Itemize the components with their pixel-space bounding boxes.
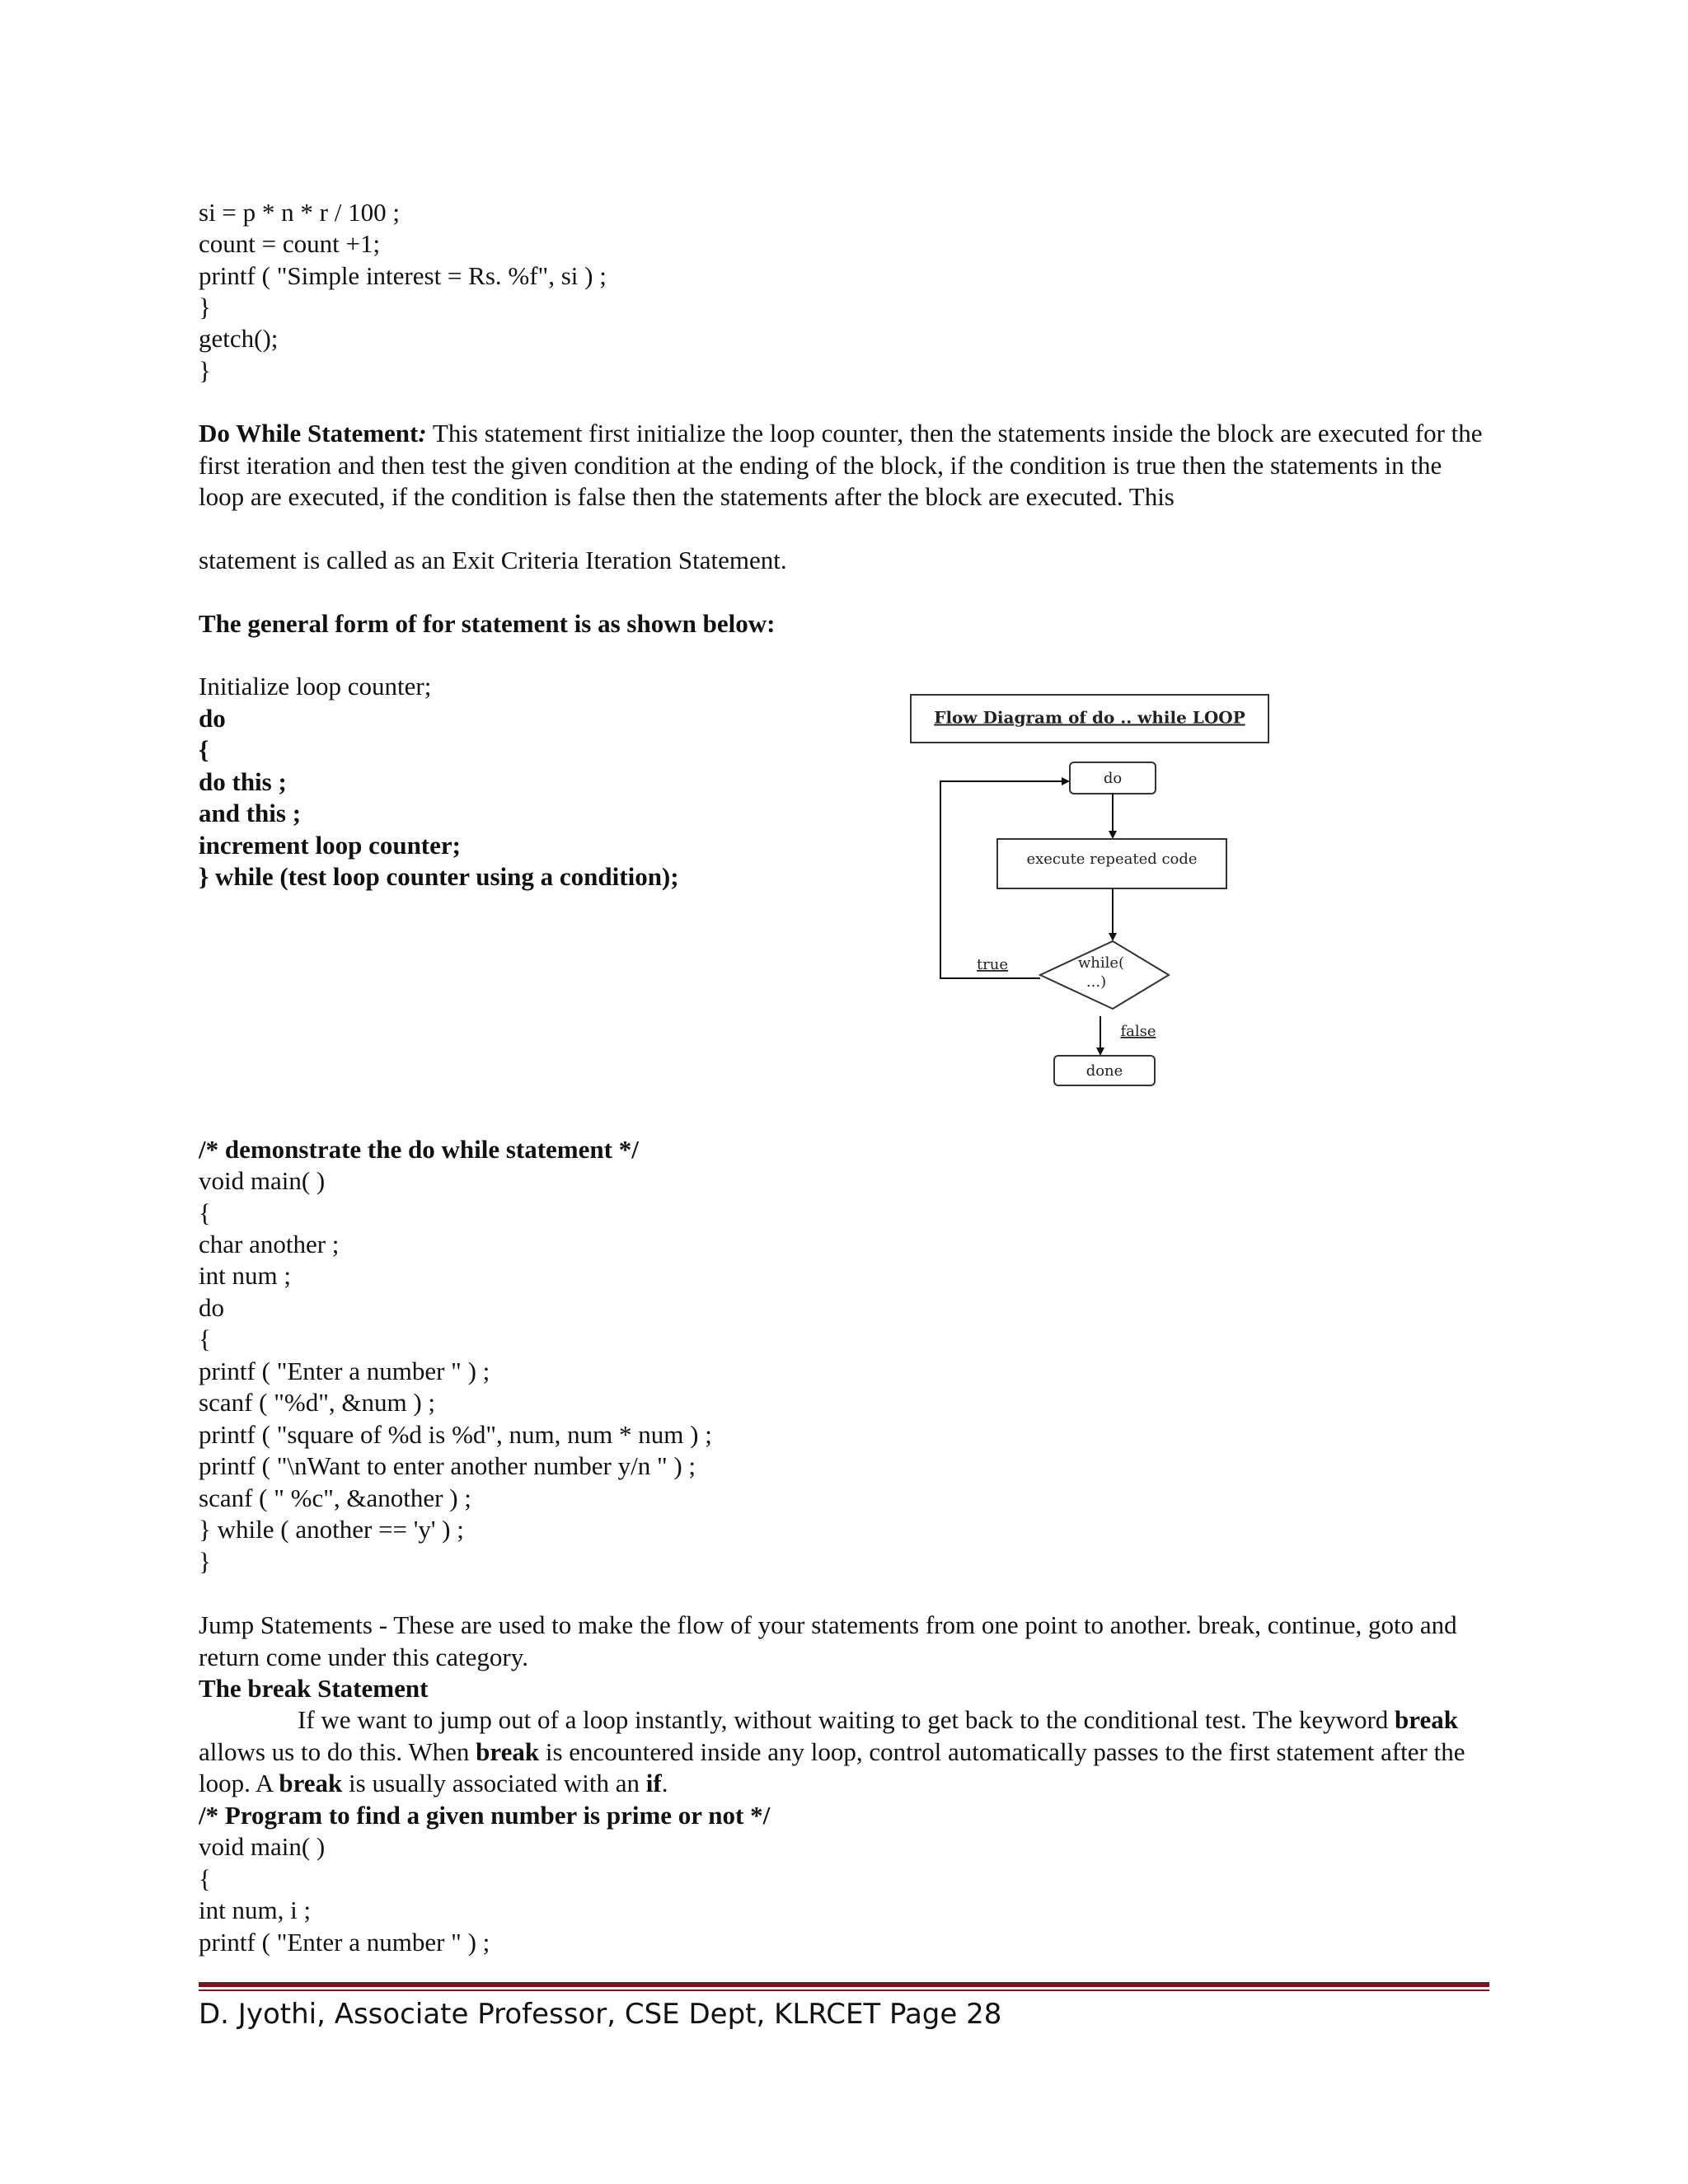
syntax-line: increment loop counter; [199, 831, 461, 860]
condition-label: while( [1077, 954, 1125, 972]
demo-comment: /* demonstrate the do while statement */ [199, 1135, 639, 1164]
keyword-break: break [279, 1769, 343, 1798]
code-line: } [199, 356, 211, 385]
code-line: printf ( "Enter a number " ) ; [199, 1357, 490, 1385]
syntax-line: Initialize loop counter; [199, 672, 432, 701]
footer-rule [199, 1982, 1489, 1987]
code-line: char another ; [199, 1230, 340, 1258]
code-line: int num ; [199, 1261, 291, 1290]
break-text: allows us to do this. When [199, 1736, 476, 1766]
footer-page-number: Page 28 [889, 1998, 1002, 2031]
break-text: If we want to jump out of a loop instantly, without waiting to get back to the conditional test. The keyword [298, 1705, 1395, 1734]
syntax-line: do this ; [199, 767, 287, 796]
do-while-flow-diagram [907, 691, 1278, 1094]
break-text: is usually associated with an [342, 1769, 646, 1798]
code-line: printf ( "square of %d is %d", num, num * num ) ; [199, 1420, 712, 1449]
condition-label-2: ...) [1085, 973, 1107, 991]
code-line: getch(); [199, 324, 279, 353]
break-heading: The break Statement [199, 1674, 429, 1703]
syntax-line: { [199, 735, 209, 764]
code-line: do [199, 1293, 224, 1322]
code-line: void main( ) [199, 1166, 326, 1195]
footer-author: D. Jyothi, Associate Professor, CSE Dept, KLRCET [199, 1998, 881, 2031]
code-line: count = count +1; [199, 229, 381, 258]
do-box-label: do [1103, 770, 1123, 787]
code-line: { [199, 1324, 211, 1353]
code-line: si = p * n * r / 100 ; [199, 198, 400, 227]
code-line: printf ( "\nWant to enter another number y/n " ) ; [199, 1451, 696, 1480]
jump-statements-paragraph: Jump Statements - These are used to make the flow of your statements from one point to another. break, continue, goto and return come under this category. [199, 1610, 1457, 1671]
syntax-line: and this ; [199, 799, 302, 827]
diagram-title: Flow Diagram of do .. while LOOP [934, 707, 1245, 728]
keyword-if: if [645, 1769, 662, 1798]
code-line: int num, i ; [199, 1896, 312, 1924]
true-label: true [976, 956, 1009, 973]
code-line: } while ( another == 'y' ) ; [199, 1515, 464, 1544]
prime-comment: /* Program to find a given number is prime or not */ [199, 1801, 771, 1830]
break-text: . [661, 1769, 668, 1798]
do-while-paragraph [199, 418, 1484, 513]
keyword-break: break [476, 1736, 540, 1766]
syntax-line: } while (test loop counter using a condition); [199, 862, 679, 891]
code-line: } [199, 1547, 211, 1576]
false-label: false [1120, 1023, 1156, 1040]
break-text: is encountered inside any loop, control automatically passes to the first statement after the loop. A [199, 1736, 1465, 1798]
general-form-heading: The general form of for statement is as shown below: [199, 609, 776, 638]
syntax-line: do [199, 704, 226, 733]
do-while-colon: : [418, 419, 427, 448]
keyword-break: break [1395, 1705, 1458, 1734]
code-line: { [199, 1198, 211, 1227]
code-line: { [199, 1864, 211, 1893]
do-while-heading: Do While Statement [199, 419, 419, 448]
code-line: printf ( "Enter a number " ) ; [199, 1928, 490, 1957]
code-line: } [199, 293, 211, 321]
break-paragraph [199, 1704, 1484, 1800]
footer-rule-thin [199, 1990, 1489, 1991]
done-box-label: done [1085, 1062, 1123, 1080]
code-line: scanf ( " %c", &another ) ; [199, 1483, 471, 1512]
code-line: void main( ) [199, 1832, 326, 1861]
execute-box-label: execute repeated code [1026, 851, 1198, 868]
do-while-body: This statement first initialize the loop counter, then the statements inside the block are executed for the first iteration and then test the given condition at the ending of the block, if the condition is true then the statements in the loop are executed, if the condition is false then the statements after the block are executed. This [199, 419, 1483, 512]
code-line: printf ( "Simple interest = Rs. %f", si ) ; [199, 261, 607, 290]
do-while-body-end: statement is called as an Exit Criteria Iteration Statement. [199, 546, 787, 574]
code-line: scanf ( "%d", &num ) ; [199, 1388, 436, 1417]
